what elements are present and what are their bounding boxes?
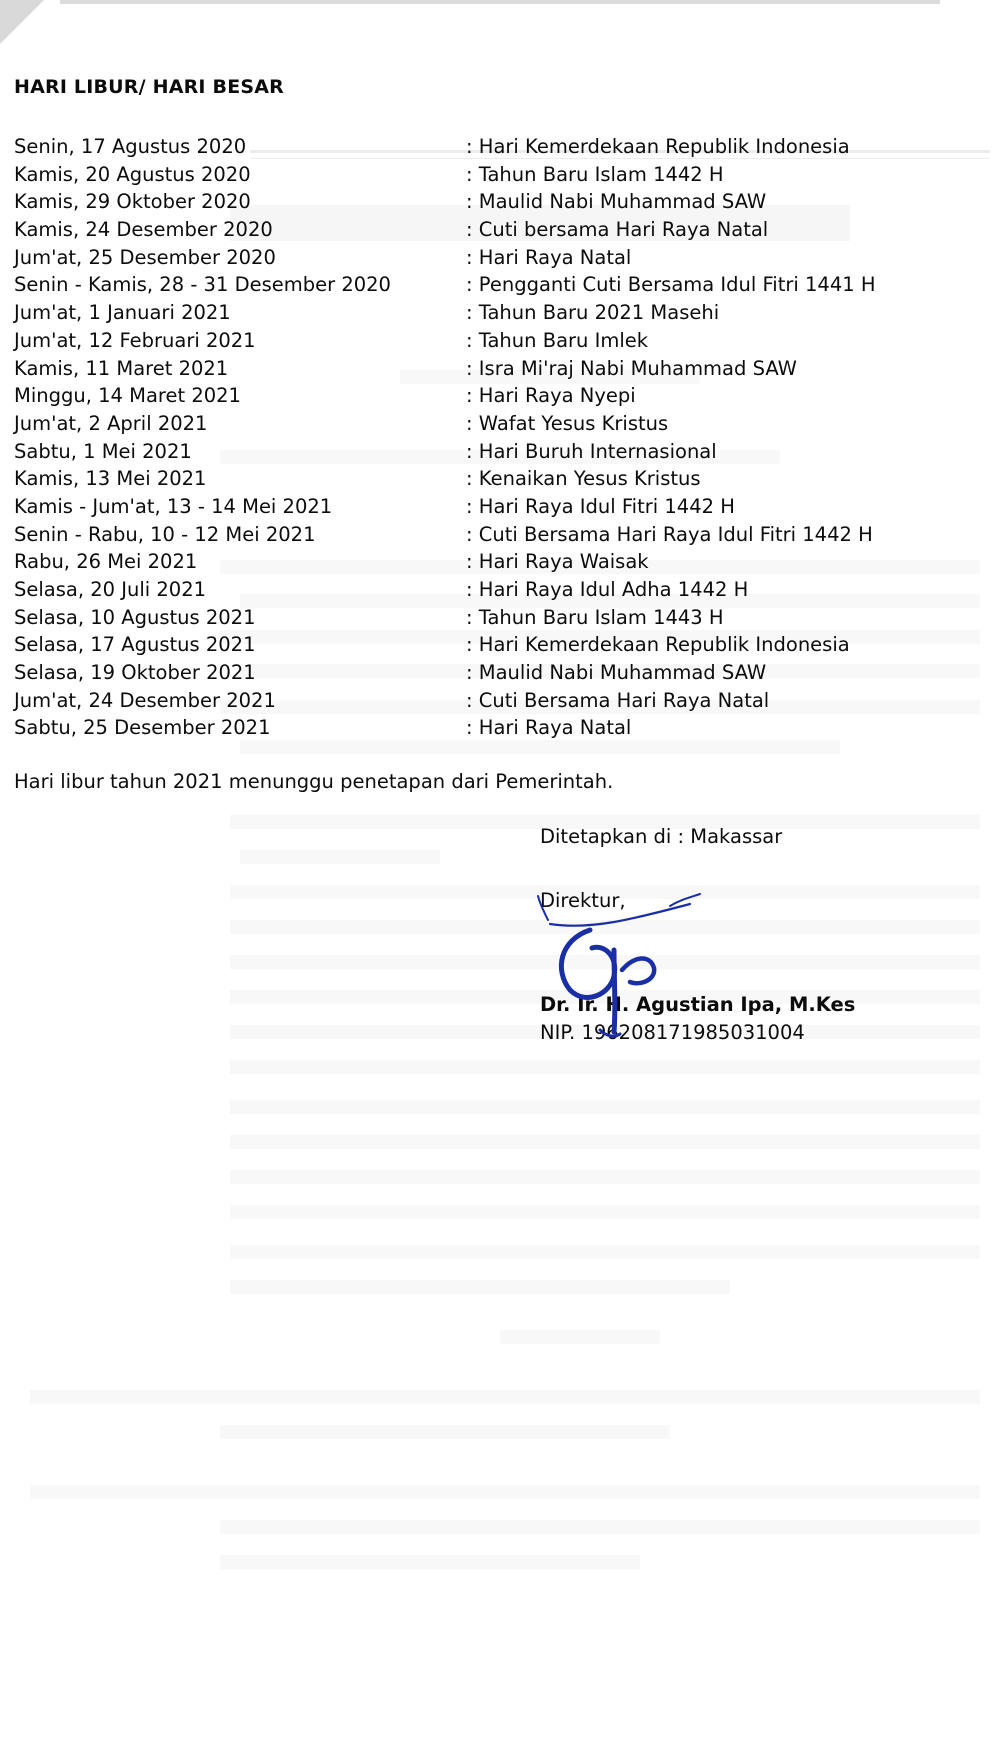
colon-separator: :	[466, 162, 479, 186]
holiday-date: Selasa, 10 Agustus 2021	[14, 605, 256, 629]
colon-separator: :	[466, 135, 479, 158]
issued-place: Ditetapkan di : Makassar	[540, 825, 783, 848]
holiday-name: Hari Raya Idul Adha 1442 H	[478, 578, 749, 601]
holiday-name: Hari Raya Natal	[478, 716, 632, 740]
holiday-date: Selasa, 19 Oktober 2021	[14, 661, 256, 685]
holiday-name: Tahun Baru 2021 Masehi	[478, 301, 720, 325]
page-heading: HARI LIBUR/ HARI BESAR	[14, 76, 284, 98]
holiday-date: Senin - Kamis, 28 - 31 Desember 2020	[14, 273, 391, 297]
holiday-row	[14, 631, 974, 659]
holiday-description	[466, 244, 631, 272]
holiday-name: Tahun Baru Islam 1442 H	[478, 162, 724, 186]
holiday-description	[466, 327, 648, 355]
holiday-name: Hari Raya Waisak	[478, 550, 649, 574]
holiday-name: Cuti bersama Hari Raya Natal	[478, 218, 769, 242]
holiday-name: Isra Mi'raj Nabi Muhammad SAW	[478, 356, 797, 380]
holiday-name: Wafat Yesus Kristus	[478, 411, 669, 435]
holiday-date: Kamis, 11 Maret 2021	[14, 356, 229, 380]
holiday-row	[14, 244, 974, 272]
colon-separator: :	[466, 356, 479, 380]
holiday-row	[14, 687, 974, 715]
holiday-row	[14, 576, 974, 604]
colon-separator: :	[466, 439, 479, 463]
holiday-date: Jum'at, 24 Desember 2021	[14, 688, 276, 712]
holiday-date: Jum'at, 25 Desember 2020	[14, 245, 276, 269]
holiday-date: Minggu, 14 Maret 2021	[14, 384, 241, 408]
holiday-description	[466, 659, 766, 687]
holiday-name: Tahun Baru Imlek	[478, 328, 649, 352]
colon-separator: :	[466, 716, 479, 740]
holiday-name: Kenaikan Yesus Kristus	[478, 467, 701, 491]
holiday-row	[14, 465, 974, 493]
holiday-date: Jum'at, 1 Januari 2021	[14, 301, 231, 325]
holiday-description	[466, 161, 724, 189]
holiday-date: Jum'at, 12 Februari 2021	[14, 328, 256, 352]
colon-separator: :	[466, 522, 479, 546]
holiday-row	[14, 355, 974, 383]
handwritten-signature	[530, 890, 710, 1040]
holiday-date: Kamis, 20 Agustus 2020	[14, 162, 251, 186]
holiday-row	[14, 271, 974, 299]
folded-corner	[0, 0, 44, 44]
colon-separator: :	[466, 605, 479, 629]
holiday-description	[466, 410, 668, 438]
holiday-row	[14, 714, 974, 742]
holiday-note: Hari libur tahun 2021 menunggu penetapan dari Pemerintah.	[14, 770, 614, 793]
holiday-description	[466, 604, 724, 632]
holiday-date: Sabtu, 1 Mei 2021	[14, 439, 192, 463]
holiday-date: Rabu, 26 Mei 2021	[14, 550, 198, 574]
holiday-description	[466, 299, 719, 327]
holiday-description	[466, 493, 735, 521]
holiday-date: Kamis, 13 Mei 2021	[14, 467, 207, 491]
holiday-date: Kamis, 24 Desember 2020	[14, 218, 273, 242]
holiday-date: Senin - Rabu, 10 - 12 Mei 2021	[14, 522, 316, 546]
colon-separator: :	[466, 384, 479, 408]
holiday-date: Selasa, 17 Agustus 2021	[14, 633, 256, 657]
signatory-nip: NIP. 196208171985031004	[540, 1021, 805, 1044]
colon-separator: :	[466, 190, 479, 214]
holiday-row	[14, 299, 974, 327]
holiday-description	[466, 465, 701, 493]
holiday-name: Cuti Bersama Hari Raya Idul Fitri 1442 H	[478, 522, 873, 546]
holiday-row	[14, 521, 974, 549]
holiday-row	[14, 382, 974, 410]
holiday-name: Cuti Bersama Hari Raya Natal	[478, 688, 770, 712]
holiday-description	[466, 714, 631, 742]
holiday-row	[14, 410, 974, 438]
holiday-description	[466, 188, 766, 216]
holiday-row	[14, 161, 974, 189]
holiday-description	[466, 216, 768, 244]
holiday-description	[466, 687, 769, 715]
holiday-name: Pengganti Cuti Bersama Idul Fitri 1441 H	[478, 273, 876, 297]
colon-separator: :	[466, 245, 479, 269]
holiday-description	[466, 271, 876, 299]
holiday-name: Hari Kemerdekaan Republik Indonesia	[478, 135, 850, 158]
holiday-name: Hari Raya Natal	[478, 245, 632, 269]
colon-separator: :	[466, 661, 479, 685]
colon-separator: :	[466, 633, 479, 657]
holiday-name: Hari Raya Nyepi	[478, 384, 636, 408]
holiday-name: Tahun Baru Islam 1443 H	[478, 605, 724, 629]
holiday-row	[14, 659, 974, 687]
holiday-row	[14, 548, 974, 576]
holiday-name: Hari Raya Idul Fitri 1442 H	[478, 494, 735, 518]
holiday-list	[14, 133, 974, 742]
holiday-name: Maulid Nabi Muhammad SAW	[478, 661, 767, 685]
holiday-date: Jum'at, 2 April 2021	[14, 411, 208, 435]
colon-separator: :	[466, 688, 479, 712]
colon-separator: :	[466, 550, 479, 574]
scan-top-edge	[60, 0, 940, 4]
colon-separator: :	[466, 467, 479, 491]
holiday-date: Kamis, 29 Oktober 2020	[14, 190, 251, 214]
holiday-row	[14, 188, 974, 216]
holiday-description	[466, 521, 873, 549]
holiday-description	[466, 576, 748, 604]
holiday-description	[466, 631, 850, 659]
holiday-description	[466, 382, 636, 410]
holiday-name: Hari Kemerdekaan Republik Indonesia	[478, 633, 850, 657]
holiday-name: Maulid Nabi Muhammad SAW	[478, 190, 767, 214]
holiday-date: Selasa, 20 Juli 2021	[14, 578, 207, 601]
colon-separator: :	[466, 301, 479, 325]
colon-separator: :	[466, 411, 479, 435]
signatory-title: Direktur,	[540, 889, 626, 912]
holiday-name: Hari Buruh Internasional	[478, 439, 717, 463]
holiday-description	[466, 548, 649, 576]
signatory-name: Dr. Ir. H. Agustian Ipa, M.Kes	[540, 993, 856, 1016]
colon-separator: :	[466, 494, 479, 518]
holiday-row	[14, 327, 974, 355]
holiday-row	[14, 493, 974, 521]
holiday-description	[466, 133, 850, 161]
holiday-row	[14, 216, 974, 244]
colon-separator: :	[466, 328, 479, 352]
colon-separator: :	[466, 218, 479, 242]
holiday-date: Kamis - Jum'at, 13 - 14 Mei 2021	[14, 494, 333, 518]
holiday-date: Sabtu, 25 Desember 2021	[14, 716, 271, 740]
holiday-description	[466, 438, 717, 466]
holiday-row	[14, 604, 974, 632]
holiday-description	[466, 355, 797, 383]
colon-separator: :	[466, 273, 479, 297]
colon-separator: :	[466, 578, 479, 601]
holiday-row	[14, 438, 974, 466]
holiday-row	[14, 133, 974, 161]
holiday-date: Senin, 17 Agustus 2020	[14, 135, 247, 158]
